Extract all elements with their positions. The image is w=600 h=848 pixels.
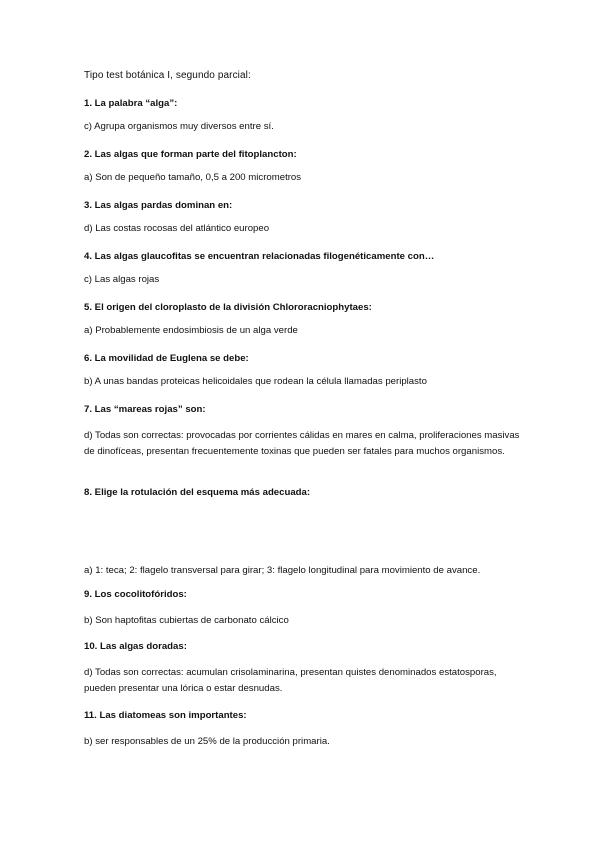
question-1: 1. La palabra “alga”:	[84, 98, 178, 109]
question-11: 11. Las diatomeas son importantes:	[84, 710, 247, 721]
answer-9: b) Son haptofitas cubiertas de carbonato cálcico	[84, 615, 289, 626]
answer-11: b) ser responsables de un 25% de la producción primaria.	[84, 736, 330, 747]
answer-3: d) Las costas rocosas del atlántico europeo	[84, 223, 270, 234]
question-3: 3. Las algas pardas dominan en:	[84, 200, 233, 211]
question-6: 6. La movilidad de Euglena se debe:	[84, 353, 249, 364]
answer-7: d) Todas son correctas: provocadas por corrientes cálidas en mares en calma, proliferaciones masivas de dinofíceas, presentan frecuentemente toxinas que pueden ser fatales para muchos organismos.	[84, 430, 520, 457]
question-5: 5. El origen del cloroplasto de la división Chlororacniophytaes:	[84, 302, 372, 313]
answer-1: c) Agrupa organismos muy diversos entre sí.	[84, 121, 274, 132]
answer-6: b) A unas bandas proteicas helicoidales que rodean la célula llamadas periplasto	[84, 376, 427, 387]
answer-5: a) Probablemente endosimbiosis de un alga verde	[84, 325, 298, 336]
answer-4: c) Las algas rojas	[84, 274, 160, 285]
question-8: 8. Elige la rotulación del esquema más adecuada:	[84, 487, 311, 498]
question-7: 7. Las “mareas rojas” son:	[84, 404, 206, 415]
answer-10: d) Todas son correctas: acumulan crisolaminarina, presentan quistes denominados estatosporas, pueden presentar una lórica o estar desnudas.	[84, 667, 497, 694]
question-4: 4. Las algas glaucofitas se encuentran relacionadas filogenéticamente con…	[84, 251, 435, 262]
answer-8: a) 1: teca; 2: flagelo transversal para girar; 3: flagelo longitudinal para movimiento de avance.	[84, 565, 481, 576]
question-9: 9. Los cocolitofóridos:	[84, 589, 187, 600]
answer-2: a) Son de pequeño tamaño, 0,5 a 200 micrometros	[84, 172, 302, 183]
document-title: Tipo test botánica I, segundo parcial:	[84, 70, 251, 81]
question-2: 2. Las algas que forman parte del fitoplancton:	[84, 149, 297, 160]
question-10: 10. Las algas doradas:	[84, 641, 187, 652]
